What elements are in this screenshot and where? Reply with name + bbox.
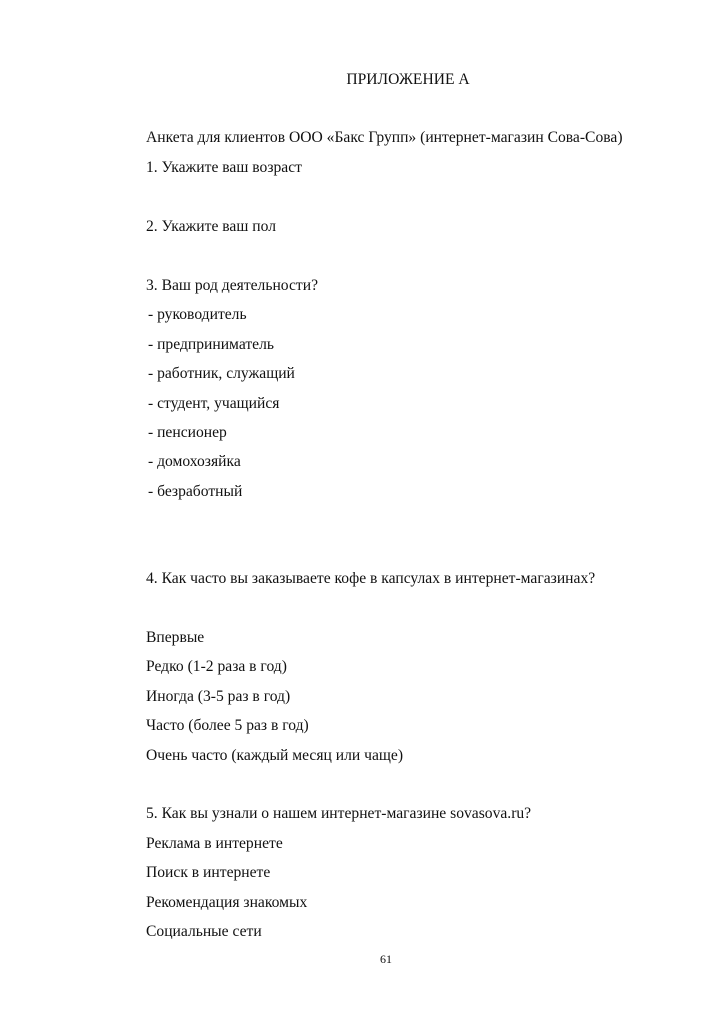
q4-option: Часто (более 5 раз в год) bbox=[146, 717, 309, 734]
survey-title: Анкета для клиентов ООО «Бакс Групп» (интернет-магазин Сова-Сова) bbox=[146, 129, 623, 146]
q4-option: Впервые bbox=[146, 629, 205, 646]
q5-option: Поиск в интернете bbox=[146, 864, 271, 881]
q3-option: - предприниматель bbox=[148, 336, 274, 353]
question-5: 5. Как вы узнали о нашем интернет-магазине sovasova.ru? bbox=[146, 805, 532, 822]
q3-option: - руководитель bbox=[148, 306, 247, 323]
question-4: 4. Как часто вы заказываете кофе в капсулах в интернет-магазинах? bbox=[146, 570, 596, 587]
appendix-title: ПРИЛОЖЕНИЕ А bbox=[346, 71, 470, 88]
question-1: 1. Укажите ваш возраст bbox=[146, 159, 302, 176]
question-3: 3. Ваш род деятельности? bbox=[146, 277, 318, 294]
q5-option: Рекомендация знакомых bbox=[146, 894, 308, 911]
question-2: 2. Укажите ваш пол bbox=[146, 218, 276, 235]
q3-option: - безработный bbox=[148, 483, 243, 500]
q3-option: - пенсионер bbox=[148, 424, 227, 441]
q4-option: Очень часто (каждый месяц или чаще) bbox=[146, 747, 404, 764]
q4-option: Иногда (3-5 раз в год) bbox=[146, 688, 291, 705]
q3-option: - студент, учащийся bbox=[148, 395, 280, 412]
q3-option: - домохозяйка bbox=[148, 453, 241, 470]
q5-option: Социальные сети bbox=[146, 923, 262, 940]
q4-option: Редко (1-2 раза в год) bbox=[146, 658, 287, 675]
q5-option: Реклама в интернете bbox=[146, 835, 283, 852]
q3-option: - работник, служащий bbox=[148, 365, 295, 382]
page-number: 61 bbox=[380, 952, 392, 966]
